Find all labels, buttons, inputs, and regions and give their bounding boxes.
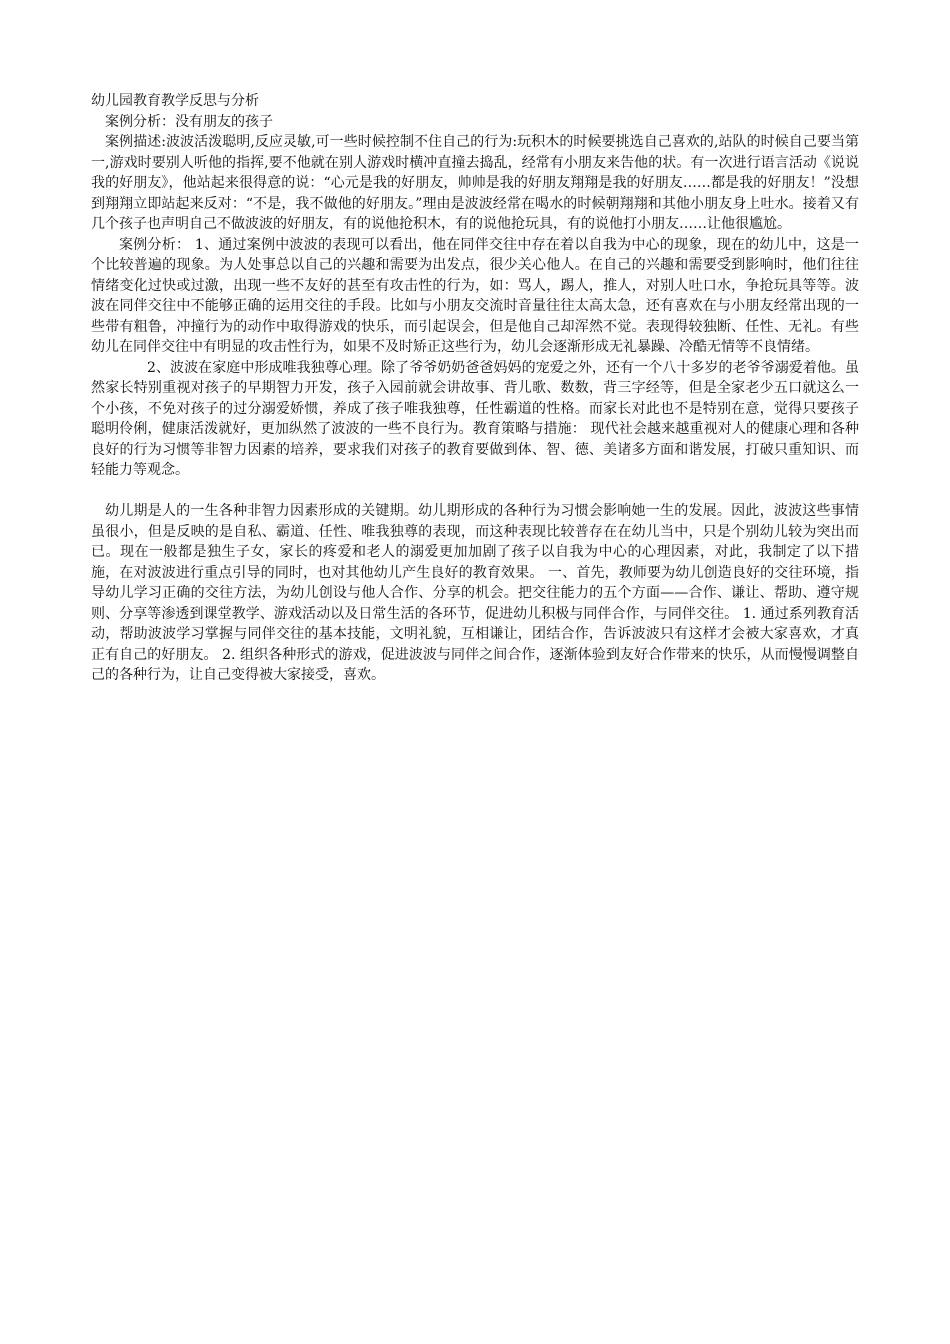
document-title: 幼儿园教育教学反思与分析 (91, 93, 259, 109)
closing-paragraph: 幼儿期是人的一生各种非智力因素形成的关键期。幼儿期形成的各种行为习惯会影响她一生的发展。因此，波波这些事情虽很小，但是反映的是自私、霸道、任性、唯我独尊的表现，而这种表现比较普存在在幼儿当中，只是个别幼儿较为突出而已。现在一般都是独生子女，家长的疼爱和老人的溺爱更加加剧了孩子以自我为中心的心理因素，对此，我制定了以下措施，在对波波进行重点引导的同时，也对其他幼儿产生良好的教育效果。 一、首先，教师要为幼儿创造良好的交往环境，指导幼儿学习正确的交往方法，为幼儿创设与他人合作、分享的机会。把交往能力的五个方面——合作、谦让、帮助、遵守规则、分享等渗透到课堂教学、游戏活动以及日常生活的各环节，促进幼儿积极与同伴合作，与同伴交往。 1. 通过系列教育活动，帮助波波学习掌握与同伴交往的基本技能，文明礼貌，互相谦让，团结合作，告诉波波只有这样才会被大家喜欢，才真正有自己的好朋友。 2. 组织各种形式的游戏，促进波波与同伴之间合作，逐渐体验到友好合作带来的快乐，从而慢慢调整自己的各种行为，让自己变得被大家接受，喜欢。 (91, 503, 859, 683)
case-analysis-part-1: 案例分析： 1、通过案例中波波的表现可以看出，他在同伴交往中存在着以自我为中心的现象，现在的幼儿中，这是一个比较普遍的现象。为人处事总以自己的兴趣和需要为出发点，很少关心他人。在自己的兴趣和需要受到影响时，他们往往情绪变化过快或过激，出现一些不友好的甚至有攻击性的行为，如：骂人，踢人，推人，对别人吐口水，争抢玩具等等。波波在同伴交往中不能够正确的运用交往的手段。比如与小朋友交流时音量往往太高太急，还有喜欢在与小朋友经常出现的一些带有粗鲁，冲撞行为的动作中取得游戏的快乐，而引起误会，但是他自己却浑然不觉。表现得较独断、任性、无礼。有些幼儿在同伴交往中有明显的攻击性行为，如果不及时矫正这些行为，幼儿会逐渐形成无礼暴躁、冷酷无情等不良情绪。 (91, 236, 859, 355)
case-analysis-part-2: 2、波波在家庭中形成唯我独尊心理。除了爷爷奶奶爸爸妈妈的宠爱之外，还有一个八十多岁的老爷爷溺爱着他。虽然家长特别重视对孩子的早期智力开发，孩子入园前就会讲故事、背儿歌、数数，背三字经等，但是全家老少五口就这么一个小孩，不免对孩子的过分溺爱娇惯，养成了孩子唯我独尊，任性霸道的性格。而家长对此也不是特别在意，觉得只要孩子聪明伶俐，健康活泼就好，更加纵然了波波的一些不良行为。教育策略与措施： 现代社会越来越重视对人的健康心理和各种良好的行为习惯等非智力因素的培养，要求我们对孩子的教育要做到体、智、德、美诸多方面和谐发展，打破只重知识、而轻能力等观念。 (91, 359, 859, 478)
case-title: 案例分析：没有朋友的孩子 (105, 113, 273, 130)
document-page (91, 91, 859, 686)
case-description: 案例描述:波波活泼聪明,反应灵敏,可一些时候控制不住自己的行为:玩积木的时候要挑选自己喜欢的,站队的时候自己要当第一,游戏时要别人听他的指挥,要不他就在别人游戏时横冲直撞去捣乱，经常有小朋友来告他的状。有一次进行语言活动《说说我的好朋友》，他站起来很得意的说：“心元是我的好朋友，帅帅是我的好朋友翔翔是我的好朋友……都是我的好朋友！”没想到翔翔立即站起来反对：“不是，我不做他的好朋友。”理由是波波经常在喝水的时候朝翔翔和其他小朋友身上吐水。接着又有几个孩子也声明自己不做波波的好朋友，有的说他抢积木，有的说他抢玩具，有的说他打小朋友……让他很尴尬。 (91, 134, 859, 232)
paragraph-gap (91, 481, 859, 502)
